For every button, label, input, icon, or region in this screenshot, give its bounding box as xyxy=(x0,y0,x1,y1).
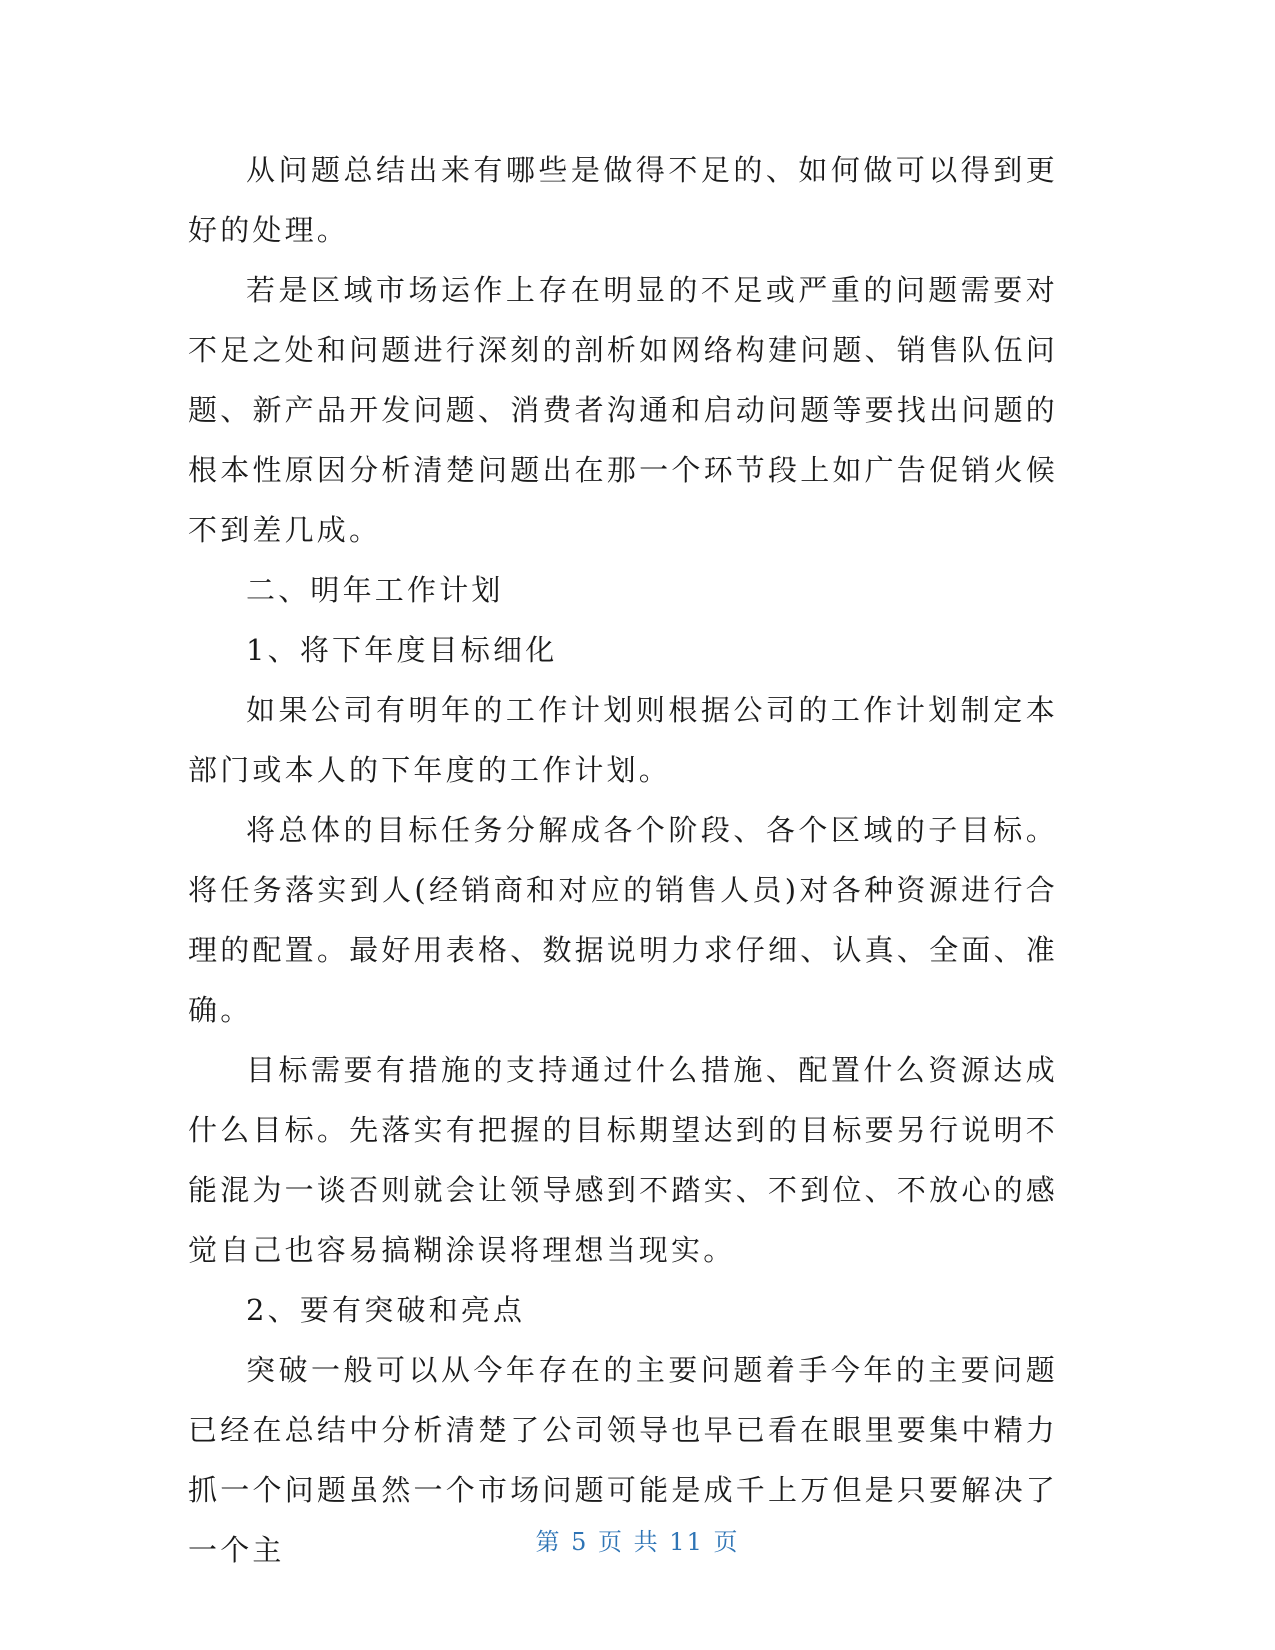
page-footer xyxy=(0,1522,1275,1557)
subheading-1: 1、将下年度目标细化 xyxy=(246,633,558,667)
section-heading-2: 二、明年工作计划 xyxy=(246,573,504,607)
paragraph-3: 如果公司有明年的工作计划则根据公司的工作计划制定本部门或本人的下年度的工作计划。 xyxy=(188,693,1058,787)
paragraph-2: 若是区域市场运作上存在明显的不足或严重的问题需要对不足之处和问题进行深刻的剖析如网络构建问题、销售队伍问题、新产品开发问题、消费者沟通和启动问题等要找出问题的根本性原因分析清楚问题出在那一个环节段上如广告促销火候不到差几成。 xyxy=(188,273,1058,547)
document-body xyxy=(188,140,1058,1580)
paragraph-5: 目标需要有措施的支持通过什么措施、配置什么资源达成什么目标。先落实有把握的目标期望达到的目标要另行说明不能混为一谈否则就会让领导感到不踏实、不到位、不放心的感觉自己也容易搞糊涂误将理想当现实。 xyxy=(188,1053,1058,1267)
paragraph-1: 从问题总结出来有哪些是做得不足的、如何做可以得到更好的处理。 xyxy=(188,153,1058,247)
paragraph-6: 突破一般可以从今年存在的主要问题着手今年的主要问题已经在总结中分析清楚了公司领导也早已看在眼里要集中精力抓一个问题虽然一个市场问题可能是成千上万但是只要解决了一个主 xyxy=(188,1353,1058,1567)
subheading-2: 2、要有突破和亮点 xyxy=(246,1293,526,1327)
paragraph-4: 将总体的目标任务分解成各个阶段、各个区域的子目标。将任务落实到人(经销商和对应的销售人员)对各种资源进行合理的配置。最好用表格、数据说明力求仔细、认真、全面、准确。 xyxy=(188,813,1058,1027)
page-number-label: 第 5 页 共 11 页 xyxy=(535,1528,740,1556)
